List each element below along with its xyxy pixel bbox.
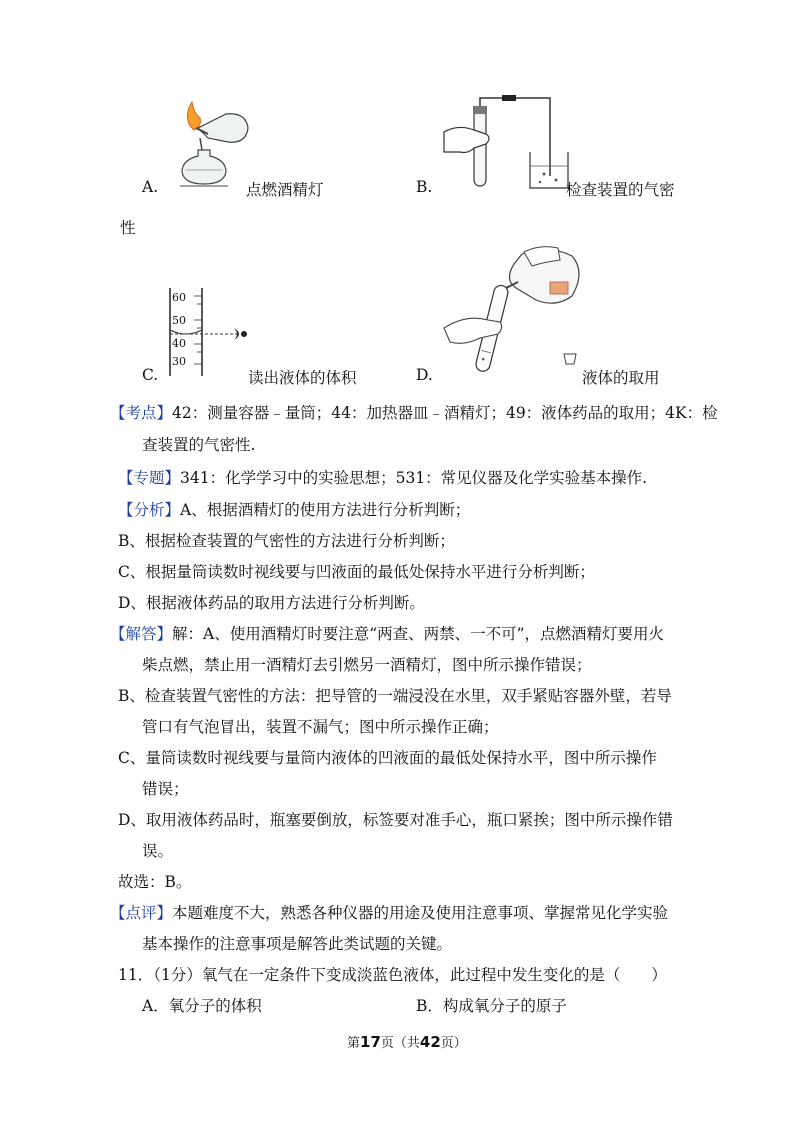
fenxi-text-c: C、根据量筒读数时视线要与凹液面的最低处保持水平进行分析判断； xyxy=(118,563,595,581)
jieda-line-a1 xyxy=(110,622,664,644)
footer-mid: 页（共 xyxy=(380,1036,420,1051)
option-a-letter: A. xyxy=(142,178,159,196)
fenxi-tag: 【分析】 xyxy=(118,501,181,519)
zhuanti-text: 341：化学学习中的实验思想；531：常见仪器及化学实验基本操作. xyxy=(180,469,648,487)
fenxi-text-b: B、根据检查装置的气密性的方法进行分析判断； xyxy=(118,532,455,550)
kaodian-text-2: 查装置的气密性. xyxy=(142,436,256,454)
jieda-text-b1: B、检查装置气密性的方法：把导管的一端浸没在水里，双手紧贴容器外壁，若导 xyxy=(118,687,672,705)
page-footer xyxy=(347,1032,467,1051)
option-d-letter: D. xyxy=(416,366,433,384)
jieda-text-d2: 误。 xyxy=(142,842,174,860)
dianping-text-2: 基本操作的注意事项是解答此类试题的关键。 xyxy=(142,935,453,953)
option-b-letter: B. xyxy=(416,178,433,196)
figure-airtightness-check xyxy=(440,94,570,194)
scale-label-40: 40 xyxy=(172,337,186,350)
jieda-tag: 【解答】 xyxy=(110,625,173,643)
jieda-text-c1: C、量筒读数时视线要与量筒内液体的凹液面的最低处保持水平，图中所示操作 xyxy=(118,749,657,767)
figure-alcohol-lamp xyxy=(168,98,256,190)
scale-label-50: 50 xyxy=(172,314,186,327)
kaodian-text-1: 42：测量容器﹣量筒；44：加热器皿﹣酒精灯；49：液体药品的取用；4K：检 xyxy=(172,404,718,422)
zhuanti-line xyxy=(118,466,647,488)
figure-liquid-pouring xyxy=(440,242,588,382)
jieda-text-c2: 错误； xyxy=(142,780,189,798)
scale-label-30: 30 xyxy=(172,355,186,368)
dianping-text-1: 本题难度不大，熟悉各种仪器的用途及使用注意事项、掌握常见化学实验 xyxy=(172,904,669,922)
question-11-option-a: A．氧分子的体积 xyxy=(142,997,262,1015)
footer-prefix: 第 xyxy=(347,1036,361,1051)
jieda-answer: 故选：B。 xyxy=(118,873,192,891)
option-b-label: 检查装置的气密 xyxy=(566,181,675,199)
scale-label-60: 60 xyxy=(172,291,186,304)
option-d-label: 液体的取用 xyxy=(582,369,660,387)
footer-page-number: 17 xyxy=(360,1033,381,1051)
fenxi-text-a: A、根据酒精灯的使用方法进行分析判断； xyxy=(180,501,471,519)
question-11-stem: 11．（1分）氧气在一定条件下变成淡蓝色液体，此过程中发生变化的是（ ） xyxy=(118,966,667,984)
jieda-text-d1: D、取用液体药品时，瓶塞要倒放，标签要对准手心，瓶口紧挨；图中所示操作错 xyxy=(118,811,673,829)
dianping-tag: 【点评】 xyxy=(110,904,173,922)
jieda-text-a1: 解：A、使用酒精灯时要注意“两查、两禁、一不可”，点燃酒精灯要用火 xyxy=(172,625,665,643)
kaodian-line1 xyxy=(110,401,718,423)
option-c-label: 读出液体的体积 xyxy=(248,369,357,387)
option-c-letter: C. xyxy=(142,366,159,384)
fenxi-line-a xyxy=(118,498,470,520)
footer-suffix: 页） xyxy=(440,1036,467,1051)
kaodian-tag: 【考点】 xyxy=(110,404,173,422)
jieda-text-b2: 管口有气泡冒出，装置不漏气；图中所示操作正确； xyxy=(142,718,499,736)
zhuanti-tag: 【专题】 xyxy=(118,469,181,487)
jieda-text-a2: 柴点燃，禁止用一酒精灯去引燃另一酒精灯，图中所示操作错误； xyxy=(142,656,592,674)
fenxi-text-d: D、根据液体药品的取用方法进行分析判断。 xyxy=(118,594,425,612)
option-a-label: 点燃酒精灯 xyxy=(246,181,324,199)
footer-total-pages: 42 xyxy=(419,1033,441,1051)
option-b-label-cont: 性 xyxy=(120,219,136,237)
dianping-line1 xyxy=(110,901,668,923)
question-11-option-b: B．构成氧分子的原子 xyxy=(416,997,567,1015)
